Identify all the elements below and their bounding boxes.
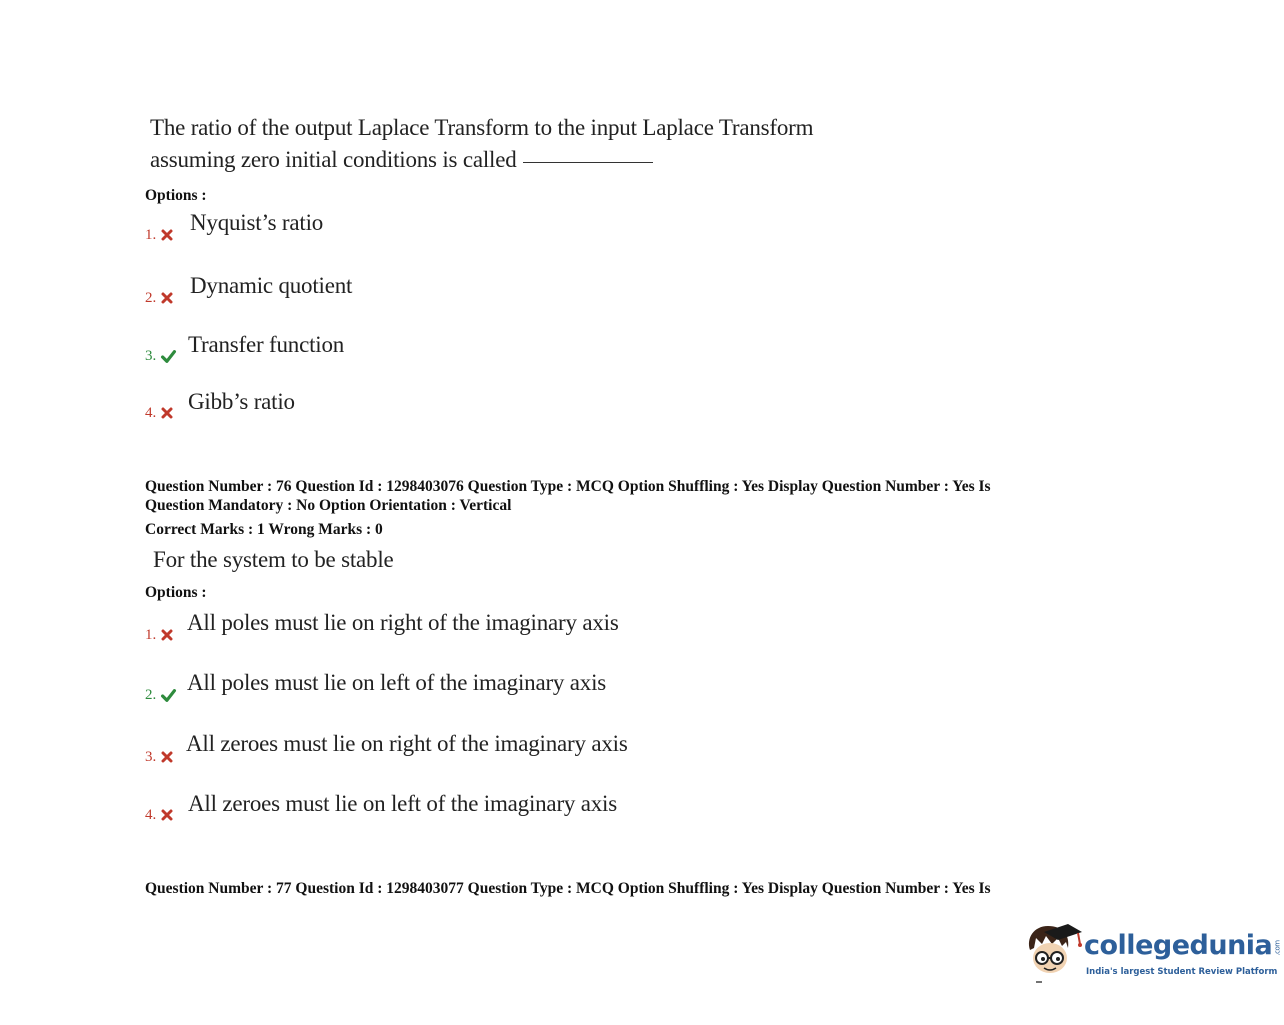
option-number: 3. bbox=[145, 348, 157, 364]
check-icon bbox=[160, 349, 177, 364]
option-1 bbox=[145, 226, 174, 244]
question-meta-line-2: Question Mandatory : No Option Orientation : Vertical bbox=[145, 497, 512, 514]
logo-tagline: India's largest Student Review Platform bbox=[1086, 967, 1278, 977]
option-4 bbox=[145, 806, 174, 824]
option-text: Gibb’s ratio bbox=[188, 389, 295, 414]
question-text: For the system to be stable bbox=[153, 547, 394, 572]
logo-wordmark bbox=[1084, 930, 1284, 961]
option-1 bbox=[145, 626, 174, 644]
option-text: Transfer function bbox=[188, 332, 345, 357]
option-number: 4. bbox=[145, 807, 157, 823]
options-label: Options : bbox=[145, 187, 207, 204]
question-text-line-1: The ratio of the output Laplace Transform to the input Laplace Transform bbox=[150, 115, 814, 140]
question-meta-line-1: Question Number : 77 Question Id : 1298403077 Question Type : MCQ Option Shuffling : Yes Display Question Number : Yes Is bbox=[145, 880, 991, 897]
cross-icon bbox=[160, 750, 174, 764]
option-2 bbox=[145, 289, 174, 307]
check-icon bbox=[160, 688, 177, 703]
option-text: Nyquist’s ratio bbox=[190, 210, 324, 235]
option-text: All poles must lie on right of the imaginary axis bbox=[187, 610, 619, 635]
cross-icon bbox=[160, 291, 174, 305]
option-number: 1. bbox=[145, 627, 157, 643]
cross-icon bbox=[160, 228, 174, 242]
option-3 bbox=[145, 748, 174, 766]
option-number: 2. bbox=[145, 290, 157, 306]
cross-icon bbox=[160, 628, 174, 642]
option-3 bbox=[145, 347, 177, 365]
cross-icon bbox=[160, 808, 174, 822]
option-number: 1. bbox=[145, 227, 157, 243]
option-text: All zeroes must lie on left of the imaginary axis bbox=[188, 791, 617, 816]
mascot-icon bbox=[1022, 920, 1084, 986]
question-marks: Correct Marks : 1 Wrong Marks : 0 bbox=[145, 521, 383, 538]
question-meta-line-1: Question Number : 76 Question Id : 1298403076 Question Type : MCQ Option Shuffling : Yes Display Question Number : Yes Is bbox=[145, 478, 991, 495]
question-text-line-2 bbox=[150, 147, 653, 173]
question-text-line-2-label: assuming zero initial conditions is called bbox=[150, 147, 517, 172]
logo-suffix: .com bbox=[1273, 940, 1282, 956]
option-4 bbox=[145, 404, 174, 422]
answer-blank bbox=[523, 162, 653, 163]
logo-name: collegedunia bbox=[1084, 930, 1273, 961]
option-number: 4. bbox=[145, 405, 157, 421]
option-number: 3. bbox=[145, 749, 157, 765]
option-text: All poles must lie on left of the imaginary axis bbox=[187, 670, 607, 695]
option-text: All zeroes must lie on right of the imaginary axis bbox=[186, 731, 628, 756]
option-2 bbox=[145, 686, 177, 704]
option-number: 2. bbox=[145, 687, 157, 703]
collegedunia-logo bbox=[1022, 920, 1282, 990]
option-text: Dynamic quotient bbox=[190, 273, 353, 298]
options-label: Options : bbox=[145, 584, 207, 601]
cross-icon bbox=[160, 406, 174, 420]
